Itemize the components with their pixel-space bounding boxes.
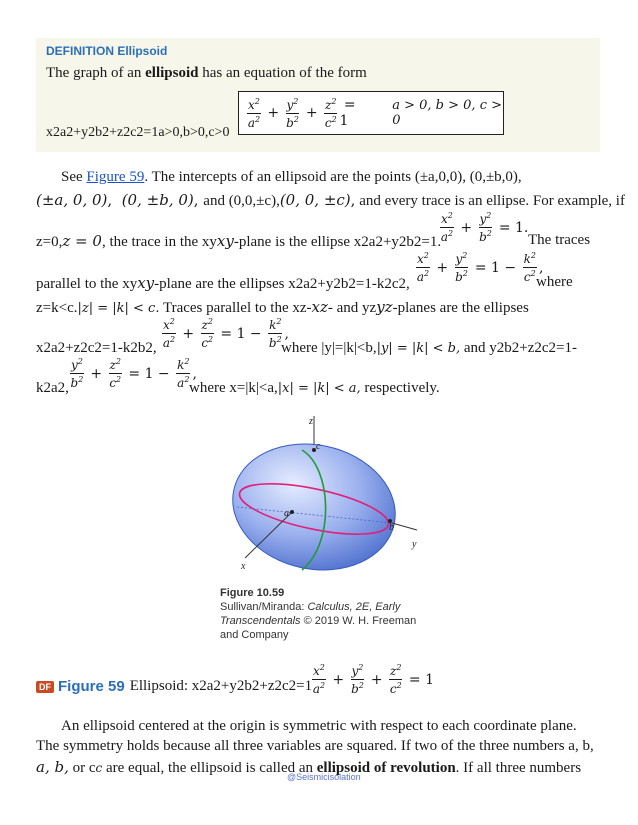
definition-term: ellipsoid bbox=[145, 65, 199, 81]
para2-line1: An ellipsoid centered at the origin is symmetric with respect to each coordinate plane. bbox=[61, 718, 577, 734]
figure-reference bbox=[36, 678, 312, 695]
math-z-k-c: |z| = |k| < c. bbox=[77, 301, 160, 316]
para2-l3-c: . If all three numbers bbox=[455, 760, 582, 776]
definition-text-pre: The graph of an bbox=[46, 65, 146, 81]
para1-l7-c: respectively. bbox=[360, 380, 440, 396]
para1-l5-c: - and yz bbox=[327, 300, 377, 316]
para1-l6-c: and y2b2+z2c2=1- bbox=[460, 340, 577, 356]
para1-l1-post: . The intercepts of an ellipsoid are the points (±a,0,0), (0,±b,0), bbox=[144, 169, 522, 185]
math-intercept-a: (±a, 0, 0) bbox=[36, 191, 108, 209]
caption-line4: and Company bbox=[220, 629, 289, 641]
math-z0: z = 0 bbox=[62, 232, 102, 250]
definition-equation-box: $\frac{x^2}{a^2}$ + $\frac{y^2}{b^2}$ + $\frac{z^2}{c^2}$ = 1 a > 0, b > 0, c > 0 bbox=[238, 91, 504, 135]
para1-line5 bbox=[36, 298, 529, 317]
math-traces-parallel-xy: $\frac{x^2}{a^2}$ + $\frac{y^2}{b^2}$ = 1 − $\frac{k^2}{c^2}$ , bbox=[416, 251, 544, 284]
watermark: @Seismicisolation bbox=[287, 772, 361, 782]
math-xz: xz bbox=[311, 298, 328, 316]
para1-l3-d: The traces bbox=[528, 232, 591, 248]
para1-line7-rest bbox=[189, 380, 440, 397]
para1-l7-a: k2a2, bbox=[36, 380, 69, 396]
math-c: c bbox=[95, 761, 103, 775]
definition-conditions: a > 0, b > 0, c > 0 bbox=[392, 98, 502, 128]
para1-l2-post: and every trace is an ellipse. For example, if bbox=[355, 193, 625, 209]
math-x-k-a: |x| = |k| < a, bbox=[277, 381, 361, 396]
para1-l3-c: -plane is the ellipse x2a2+y2b2=1. bbox=[233, 234, 442, 250]
para2-l3-a: or c bbox=[68, 760, 96, 776]
caption-line3-post: © 2019 W. H. Freeman bbox=[300, 615, 417, 627]
para1-l2-mid: and (0,0,±c), bbox=[203, 193, 280, 209]
para1-line4 bbox=[36, 274, 410, 293]
math-xy: xy bbox=[216, 232, 234, 250]
para1-line6-rest bbox=[281, 340, 577, 357]
math-trace-ellipse: $\frac{x^2}{a^2}$ + $\frac{y^2}{b^2}$ = 1. bbox=[440, 211, 529, 244]
term-ellipsoid-of-revolution: ellipsoid of revolution bbox=[316, 760, 456, 776]
point-a-dot bbox=[290, 510, 294, 514]
y-axis-line bbox=[392, 523, 417, 530]
para1-l4-b: -plane are the ellipses x2a2+y2b2=1-k2c2, bbox=[154, 276, 410, 292]
caption-title: Figure 10.59 bbox=[220, 587, 285, 599]
math-xy-2: xy bbox=[137, 274, 155, 292]
para1-line3: z=0,z = 0, the trace in the xyxy-plane is the ellipse x2a2+y2b2=1. bbox=[36, 232, 442, 250]
para1-l1-pre: See bbox=[61, 169, 87, 185]
math-y-k-b: |y| = |k| < b, bbox=[376, 341, 461, 356]
para1-l6-b: where |y|=|k|<b, bbox=[281, 340, 377, 356]
caption-line3-italic: Transcendentals bbox=[220, 615, 301, 627]
z-axis-label: z bbox=[309, 416, 313, 427]
math-traces-parallel-xz: $\frac{x^2}{a^2}$ + $\frac{z^2}{c^2}$ = 1 − $\frac{k^2}{b^2}$ , bbox=[162, 317, 289, 350]
para1-l3-b: the trace in the xy bbox=[105, 234, 217, 250]
caption-line2-italic: Calculus, 2E, Early bbox=[307, 601, 401, 613]
figure-caption bbox=[220, 586, 416, 642]
point-b-label: b bbox=[389, 522, 394, 533]
para1-line2: (±a, 0, 0), (0, ±b, 0), and (0,0,±c),(0, 0, ±c), and every trace is an ellipse. For example, if bbox=[36, 191, 625, 209]
para2-line2: The symmetry holds because all three variables are squared. If two of the three numbers a, b, bbox=[36, 738, 594, 754]
para2-l3-b: are equal, the ellipsoid is called an bbox=[102, 760, 317, 776]
definition-text bbox=[46, 65, 367, 82]
x-axis-label: x bbox=[241, 561, 246, 572]
definition-equation-text: x2a2+y2b2+z2c2=1a>0,b>0,c>0 bbox=[46, 125, 230, 140]
para1-line1 bbox=[61, 169, 522, 186]
para1-l3-a: z=0, bbox=[36, 234, 63, 250]
para1-l7-b: where x=|k|<a, bbox=[189, 380, 278, 396]
math-intercept-c: (0, 0, ±c) bbox=[279, 191, 351, 209]
math-traces-parallel-yz: $\frac{y^2}{b^2}$ + $\frac{z^2}{c^2}$ = 1 − $\frac{k^2}{a^2}$ , bbox=[70, 357, 197, 390]
math-ellipsoid-eq: $\frac{x^2}{a^2}$ + $\frac{y^2}{b^2}$ + $\frac{z^2}{c^2}$ = 1 bbox=[312, 663, 434, 696]
para1-l5-a: z=k<c. bbox=[36, 300, 78, 316]
caption-line2-pre: Sullivan/Miranda: bbox=[220, 601, 308, 613]
y-axis-label: y bbox=[412, 539, 417, 550]
point-c-label: c bbox=[316, 441, 321, 452]
para1-l4-a: parallel to the xy bbox=[36, 276, 138, 292]
definition-text-post: has an equation of the form bbox=[198, 65, 367, 81]
math-yz: yz bbox=[376, 298, 393, 316]
df-badge: DF bbox=[36, 681, 54, 693]
math-a-b: a, b, bbox=[36, 758, 69, 776]
para1-l4-c: where bbox=[536, 274, 573, 290]
figure-59-link[interactable]: Figure 59 bbox=[86, 169, 145, 185]
math-intercept-b: (0, ±b, 0) bbox=[121, 191, 194, 209]
para1-l5-b: Traces parallel to the xz- bbox=[159, 300, 312, 316]
definition-label: DEFINITION Ellipsoid bbox=[46, 44, 168, 58]
para1-l5-d: -planes are the ellipses bbox=[392, 300, 529, 316]
figure-label: Figure 59 bbox=[58, 678, 125, 695]
point-a-label: a bbox=[284, 508, 289, 519]
para1-l6-a: x2a2+z2c2=1-k2b2, bbox=[36, 340, 157, 356]
figure-ref-text: Ellipsoid: x2a2+y2b2+z2c2=1 bbox=[129, 678, 313, 694]
